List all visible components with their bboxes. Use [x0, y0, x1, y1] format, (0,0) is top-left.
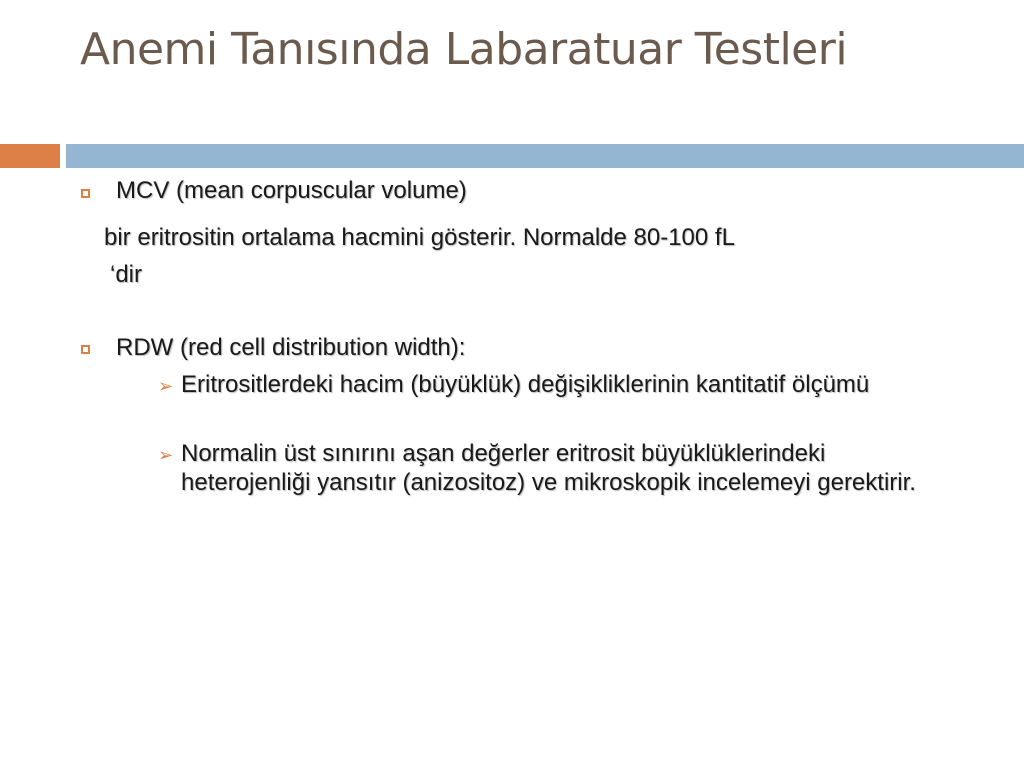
bullet-heading-mcv: MCV (mean corpuscular volume)	[116, 177, 467, 204]
mcv-description-line: ‘dir	[110, 261, 143, 288]
arrow-bullet-icon: ➢	[158, 445, 174, 465]
square-bullet-icon	[81, 189, 90, 198]
rdw-sub-item: Eritrositlerdeki hacim (büyüklük) değişikliklerinin kantitatif ölçümü	[181, 371, 870, 398]
arrow-bullet-icon: ➢	[158, 376, 174, 396]
square-bullet-icon	[81, 345, 90, 354]
rdw-sub-item: Normalin üst sınırını aşan değerler eritrosit büyüklüklerindeki heterojenliği yansıtır (anizositoz) ve mikroskopik incelemeyi gerektirir.	[181, 440, 916, 496]
bullet-heading-rdw: RDW (red cell distribution width):	[116, 334, 466, 361]
slide-title: Anemi Tanısında Labaratuar Testleri	[80, 24, 848, 75]
mcv-description-line: bir eritrositin ortalama hacmini gösterir. Normalde 80-100 fL	[104, 224, 735, 251]
header-accent-blue-band	[66, 144, 1024, 168]
header-accent-orange-band	[0, 144, 60, 168]
